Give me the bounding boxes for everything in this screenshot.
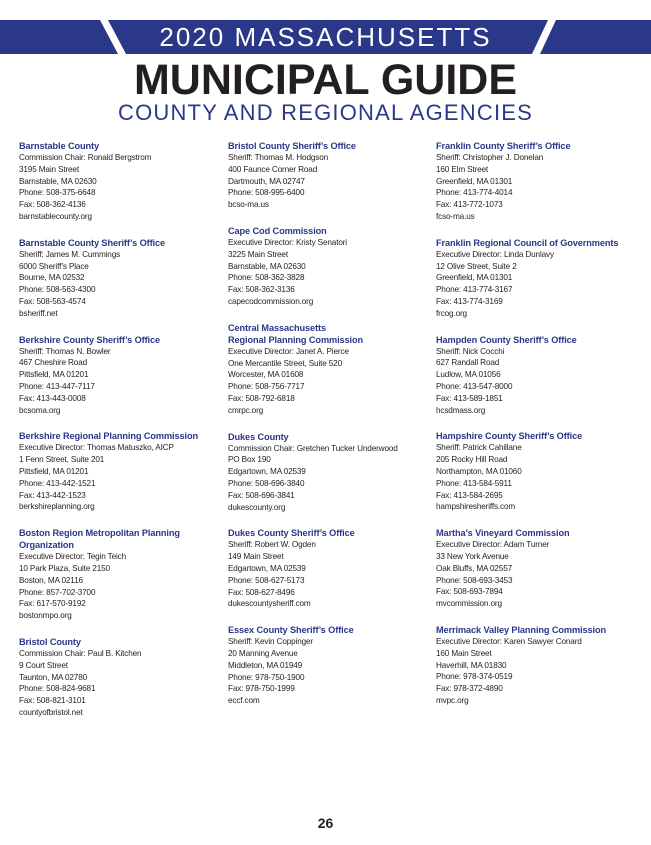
agency-entry: [228, 431, 433, 514]
agency-name: Dukes County Sheriff’s Office: [228, 528, 355, 539]
agency-detail-line: Phone: 508-563-4300: [19, 285, 96, 295]
agency-detail-line: Executive Director: Linda Dunlavy: [436, 249, 554, 259]
agency-name: Boston Region Metropolitan Planning: [19, 528, 180, 539]
agency-detail-line: Sheriff: Robert W. Ogden: [228, 540, 316, 550]
agency-detail-line: 20 Manning Avenue: [228, 648, 298, 658]
agency-detail-line: 12 Olive Street, Suite 2: [436, 261, 517, 271]
agency-detail-line: Fax: 413-584-2695: [436, 490, 503, 500]
agency-name: Regional Planning Commission: [228, 334, 364, 345]
agency-entry: [436, 334, 641, 417]
agency-name: Berkshire County Sheriff’s Office: [19, 334, 161, 345]
agency-detail-line: Executive Director: Adam Turner: [436, 540, 550, 550]
agency-entry: [228, 225, 433, 308]
agency-entry: [19, 334, 224, 417]
agency-detail-line: Fax: 508-693-7894: [436, 587, 503, 597]
agency-name: Bristol County Sheriff’s Office: [228, 141, 356, 151]
agency-name: Berkshire Regional Planning Commission: [19, 431, 198, 442]
agency-detail-line: Executive Director: Thomas Matuszko, AICP: [19, 443, 174, 453]
agency-detail-line: Greenfield, MA 01301: [436, 176, 513, 186]
agency-detail-line: Sheriff: James M. Cummings: [19, 249, 121, 259]
agency-detail-line: Fax: 508-696-3841: [228, 490, 295, 500]
agency-website[interactable]: cmrpc.org: [228, 405, 264, 415]
agency-entry: [19, 140, 224, 223]
agency-detail-line: Boston, MA 02116: [19, 575, 83, 585]
agency-detail-line: Commission Chair: Paul B. Kitchen: [19, 648, 142, 658]
agency-detail-line: Taunton, MA 02780: [19, 672, 88, 682]
agency-detail-line: 10 Park Plaza, Suite 2150: [19, 563, 110, 573]
agency-detail-line: Commission Chair: Gretchen Tucker Underwood: [228, 443, 398, 453]
agency-detail-line: Sheriff: Nick Cocchi: [436, 346, 505, 356]
agency-detail-line: 33 New York Avenue: [436, 551, 509, 561]
agency-detail-line: Barnstable, MA 02630: [228, 261, 306, 271]
agency-detail-line: Phone: 508-375-6648: [19, 188, 96, 198]
agency-entry: [19, 527, 224, 622]
agency-detail-line: Phone: 508-995-6400: [228, 188, 305, 198]
agency-detail-line: Dartmouth, MA 02747: [228, 176, 305, 186]
agency-website[interactable]: mvcommission.org: [436, 599, 502, 609]
agency-detail-line: Sheriff: Thomas M. Hodgson: [228, 153, 329, 162]
directory-column-3: [436, 140, 641, 721]
agency-detail-line: Commission Chair: Ronald Bergstrom: [19, 153, 152, 162]
agency-entry: [228, 527, 433, 610]
agency-name: Merrimack Valley Planning Commission: [436, 624, 607, 635]
agency-detail-line: Fax: 978-750-1999: [228, 684, 295, 694]
agency-detail-line: Edgartown, MA 02539: [228, 467, 306, 477]
agency-detail-line: Oak Bluffs, MA 02557: [436, 563, 513, 573]
agency-detail-line: 160 Elm Street: [436, 164, 489, 174]
agency-entry: [436, 430, 641, 513]
agency-entry: [19, 636, 224, 719]
agency-name: Dukes County: [228, 431, 289, 442]
agency-detail-line: 3195 Main Street: [19, 164, 79, 174]
agency-entry: [436, 140, 641, 223]
agency-detail-line: Fax: 508-362-3136: [228, 285, 295, 295]
directory-column-1: [19, 140, 224, 733]
agency-name: Barnstable County: [19, 141, 99, 151]
agency-detail-line: Fax: 978-372-4890: [436, 684, 503, 694]
agency-detail-line: 6000 Sheriff’s Place: [19, 261, 89, 271]
agency-detail-line: Ludlow, MA 01056: [436, 370, 501, 380]
agency-detail-line: Fax: 508-821-3101: [19, 696, 86, 706]
agency-website[interactable]: dukescounty.org: [228, 502, 286, 512]
agency-detail-line: 1 Fenn Street, Suite 201: [19, 455, 105, 465]
agency-detail-line: Fax: 508-362-4136: [19, 200, 86, 210]
agency-detail-line: Executive Director: Karen Sawyer Conard: [436, 636, 582, 646]
agency-detail-line: PO Box 190: [228, 455, 271, 465]
agency-detail-line: 400 Faunce Corner Road: [228, 164, 318, 174]
agency-website[interactable]: frcog.org: [436, 308, 467, 318]
agency-detail-line: 627 Randall Road: [436, 358, 500, 368]
agency-detail-line: Phone: 413-774-4014: [436, 188, 513, 198]
agency-website[interactable]: bcsoma.org: [19, 405, 61, 415]
agency-detail-line: Pittsfield, MA 01201: [19, 370, 89, 380]
agency-detail-line: Pittsfield, MA 01201: [19, 466, 89, 476]
agency-detail-line: Fax: 413-443-0008: [19, 393, 86, 403]
agency-detail-line: 160 Main Street: [436, 648, 492, 658]
agency-detail-line: Fax: 508-563-4574: [19, 296, 86, 306]
agency-detail-line: Middleton, MA 01949: [228, 660, 303, 670]
agency-detail-line: Fax: 413-772-1073: [436, 200, 503, 210]
agency-entry: [436, 624, 641, 707]
agency-name: Central Massachusetts: [228, 322, 326, 333]
agency-detail-line: Phone: 857-702-3700: [19, 587, 96, 597]
agency-detail-line: Haverhill, MA 01830: [436, 660, 507, 670]
agency-name: Franklin Regional Council of Governments: [436, 237, 619, 248]
agency-detail-line: 205 Rocky Hill Road: [436, 455, 508, 465]
agency-detail-line: Edgartown, MA 02539: [228, 563, 306, 573]
agency-detail-line: Phone: 508-756-7717: [228, 382, 305, 392]
agency-name: Barnstable County Sheriff’s Office: [19, 237, 166, 248]
agency-detail-line: 3225 Main Street: [228, 249, 288, 259]
agency-entry: [19, 237, 224, 320]
agency-detail-line: One Mercantile Street, Suite 520: [228, 358, 342, 368]
agency-name: Hampden County Sheriff’s Office: [436, 334, 577, 345]
agency-entry: [228, 322, 433, 417]
agency-detail-line: Executive Director: Janet A. Pierce: [228, 346, 349, 356]
agency-detail-line: Phone: 978-374-0519: [436, 672, 513, 682]
agency-detail-line: Phone: 978-750-1900: [228, 672, 305, 682]
agency-website[interactable]: bsheriff.net: [19, 308, 58, 318]
agency-website[interactable]: mvpc.org: [436, 695, 469, 705]
agency-detail-line: Sheriff: Christopher J. Donelan: [436, 153, 544, 162]
agency-detail-line: Phone: 508-824-9681: [19, 684, 96, 694]
agency-detail-line: Worcester, MA 01608: [228, 370, 304, 380]
agency-website[interactable]: eccf.com: [228, 696, 260, 706]
page-number: 26: [317, 815, 334, 831]
agency-website[interactable]: barnstablecounty.org: [19, 211, 92, 221]
page-title: MUNICIPAL GUIDE: [133, 56, 518, 104]
agency-detail-line: Phone: 508-362-3828: [228, 273, 305, 283]
agency-detail-line: Fax: 508-627-8496: [228, 587, 295, 597]
agency-entry: [19, 430, 224, 513]
banner-title: 2020 MASSACHUSETTS: [159, 22, 492, 52]
agency-detail-line: Fax: 508-792-6818: [228, 393, 295, 403]
agency-name: Hampshire County Sheriff’s Office: [436, 431, 583, 442]
agency-entry: [228, 624, 433, 707]
agency-website[interactable]: hcsdmass.org: [436, 405, 486, 415]
agency-website[interactable]: countyofbristol.net: [19, 707, 83, 717]
agency-detail-line: Phone: 508-627-5173: [228, 575, 305, 585]
page-subtitle: COUNTY AND REGIONAL AGENCIES: [117, 100, 534, 125]
agency-detail-line: 9 Court Street: [19, 660, 68, 670]
agency-website[interactable]: bostonmpo.org: [19, 611, 72, 621]
agency-website[interactable]: berkshireplanning.org: [19, 502, 95, 512]
directory-column-2: [228, 140, 433, 721]
agency-detail-line: Phone: 508-693-3453: [436, 575, 513, 585]
agency-detail-line: Phone: 508-696-3840: [228, 478, 305, 488]
agency-detail-line: Fax: 413-774-3169: [436, 296, 503, 306]
agency-detail-line: 149 Main Street: [228, 552, 284, 562]
agency-detail-line: Phone: 413-547-8000: [436, 381, 513, 391]
agency-name: Franklin County Sheriff’s Office: [436, 141, 571, 151]
agency-detail-line: Sheriff: Kevin Coppinger: [228, 637, 313, 647]
agency-detail-line: Phone: 413-442-1521: [19, 478, 96, 488]
agency-website[interactable]: capecodcommission.org: [228, 296, 314, 306]
agency-detail-line: Phone: 413-774-3167: [436, 285, 513, 295]
agency-website[interactable]: fcso-ma.us: [436, 211, 475, 221]
agency-detail-line: Sheriff: Patrick Cahillane: [436, 443, 522, 453]
agency-detail-line: 467 Cheshire Road: [19, 358, 87, 368]
agency-detail-line: Sheriff: Thomas N. Bowler: [19, 346, 111, 356]
agency-entry: [228, 140, 433, 211]
agency-detail-line: Bourne, MA 02532: [19, 273, 85, 283]
agency-entry: [436, 527, 641, 610]
agency-detail-line: Phone: 413-584-5911: [436, 478, 512, 488]
header-banner: [0, 20, 651, 54]
agency-name: Bristol County: [19, 636, 81, 647]
agency-website[interactable]: bcso-ma.us: [228, 200, 269, 210]
agency-detail-line: Fax: 413-589-1851: [436, 393, 503, 403]
agency-detail-line: Executive Director: Kristy Senatori: [228, 237, 347, 247]
agency-entry: [436, 237, 641, 320]
agency-name: Martha’s Vineyard Commission: [436, 528, 570, 539]
agency-detail-line: Executive Director: Tegin Teich: [19, 552, 126, 562]
agency-detail-line: Greenfield, MA 01301: [436, 273, 513, 283]
agency-detail-line: Northampton, MA 01060: [436, 466, 522, 476]
agency-website[interactable]: hampshiresheriffs.com: [436, 502, 516, 512]
agency-name: Essex County Sheriff’s Office: [228, 625, 354, 636]
agency-name: Cape Cod Commission: [228, 225, 327, 236]
agency-name: Organization: [19, 540, 74, 551]
agency-website[interactable]: dukescountysheriff.com: [228, 599, 311, 609]
agency-detail-line: Fax: 413-442-1523: [19, 490, 86, 500]
agency-detail-line: Phone: 413-447-7117: [19, 381, 95, 391]
agency-detail-line: Barnstable, MA 02630: [19, 176, 97, 186]
agency-detail-line: Fax: 617-570-9192: [19, 599, 86, 609]
